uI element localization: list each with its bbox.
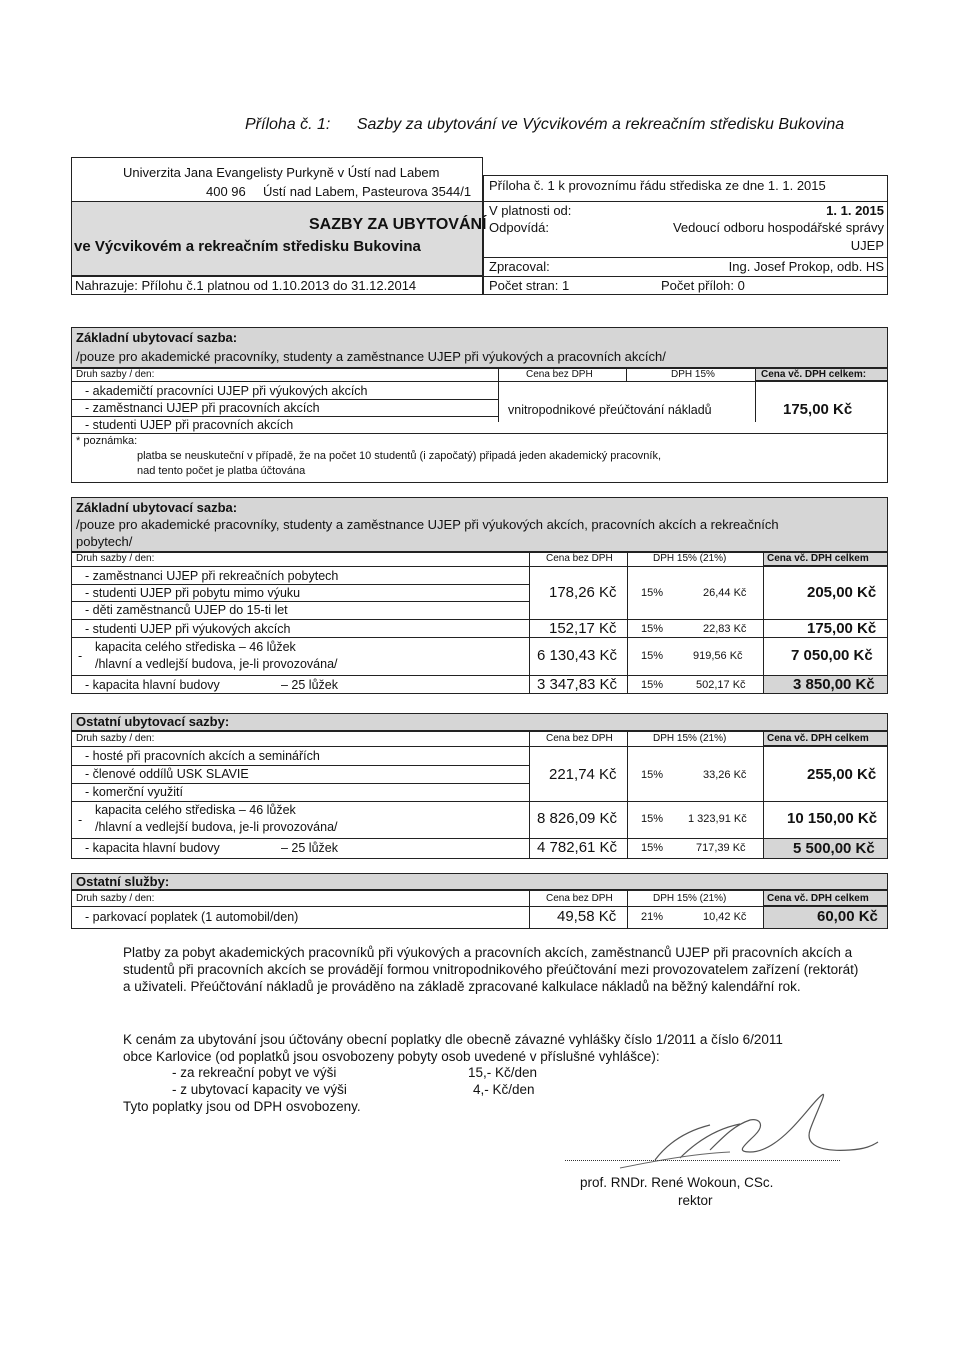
table2-group1-vat: 26,44 Kč [703, 587, 747, 599]
table1-note-label: * poznámka: [76, 435, 138, 447]
table3-col-type: Druh sazby / den: [76, 733, 155, 744]
table-other-rates [71, 713, 888, 859]
table2-row: - děti zaměstnanců UJEP do 15-ti let [85, 603, 288, 617]
heading-center: ve Výcvikovém a rekreačním středisku Bukovina [74, 238, 421, 255]
table2-r3-price: 6 130,43 Kč [537, 647, 618, 664]
table2-r2-vat: 22,83 Kč [703, 623, 747, 635]
table2-r4-label: - kapacita hlavní budovy [85, 678, 220, 692]
fee1-label: - za rekreační pobyt ve výši [172, 1065, 337, 1080]
fee2-value: 4,- Kč/den [473, 1082, 535, 1097]
table3-col-vat: DPH 15% (21%) [653, 733, 727, 744]
header-right-box [483, 175, 888, 295]
table2-r4-rate: 15% [641, 679, 664, 691]
table3-row: - hosté při pracovních akcích a seminářích [85, 749, 320, 763]
table2-heading: Základní ubytovací sazba: [76, 500, 238, 515]
annex-ref: Příloha č. 1 k provoznímu řádu střediska ze dne 1. 1. 2015 [489, 178, 826, 193]
table2-subheading: /pouze pro akademické pracovníky, studenty a zaměstnance UJEP při výukových akcích, pracovních akcích a rekreačních [76, 517, 779, 532]
table2-col-price: Cena bez DPH [546, 553, 613, 564]
table2-r4-total: 3 850,00 Kč [793, 676, 875, 693]
table3-group1-total: 255,00 Kč [807, 766, 877, 783]
valid-value: 1. 1. 2015 [826, 203, 884, 218]
signatory-role: rektor [678, 1193, 713, 1208]
table3-group1-vat: 33,26 Kč [703, 769, 747, 781]
document-title [245, 116, 844, 134]
table2-r2-total: 175,00 Kč [807, 620, 877, 637]
table2-r3-dash: - [78, 649, 83, 663]
table2-col-vat: DPH 15% (21%) [653, 553, 727, 564]
table2-row-students: - studenti UJEP při výukových akcích [85, 622, 291, 636]
table2-r4-beds: – 25 lůžek [281, 678, 338, 692]
payments-paragraph [123, 944, 863, 995]
table4-r1-total: 60,00 Kč [817, 908, 878, 925]
resp-label: Odpovídá: [489, 220, 549, 235]
signatory-name: prof. RNDr. René Wokoun, CSc. [580, 1175, 774, 1190]
table1-col-total: Cena vč. DPH celkem: [761, 369, 867, 380]
table3-r2-vat: 1 323,91 Kč [688, 813, 747, 825]
table1-subheading: /pouze pro akademické pracovníky, studenty a zaměstnance UJEP při výukových a pracovních akcích/ [76, 349, 666, 364]
resp-value2: UJEP [850, 238, 884, 253]
vat-exempt-note: Tyto poplatky jsou od DPH osvobozeny. [123, 1099, 361, 1114]
fees-paragraph [123, 1031, 863, 1065]
table2-r4-vat: 502,17 Kč [696, 679, 746, 691]
table4-col-vat: DPH 15% (21%) [653, 893, 727, 904]
table2-r3-vat: 919,56 Kč [693, 650, 743, 662]
table3-r2-label2: /hlavní a vedlejší budova, je-li provozována/ [95, 820, 338, 834]
table-other-services [71, 873, 888, 929]
prep-value: Ing. Josef Prokop, odb. HS [728, 259, 884, 274]
table1-internal-billing: vnitropodnikové přeúčtování nákladů [508, 403, 712, 417]
table3-group1-price: 221,74 Kč [549, 766, 617, 783]
table3-r2-dash: - [78, 813, 83, 827]
table3-col-price: Cena bez DPH [546, 733, 613, 744]
org-address: Ústí nad Labem, Pasteurova 3544/1 [263, 184, 472, 199]
table3-r3-rate: 15% [641, 842, 664, 854]
signature-image [560, 1080, 890, 1180]
table1-row: - zaměstnanci UJEP při pracovních akcích [85, 401, 320, 415]
table4-r1-rate: 21% [641, 911, 664, 923]
table1-col-price: Cena bez DPH [526, 369, 593, 380]
fee1-value: 15,- Kč/den [468, 1065, 538, 1080]
table3-r3-vat: 717,39 Kč [696, 842, 746, 854]
heading-sazby: SAZBY ZA UBYTOVÁNÍ [309, 216, 487, 233]
payments-text: Platby za pobyt akademických pracovníků při výukových a pracovních akcích, zaměstnanců UJEP při pracovních akcích a studentů při pracovních akcích se provádějí formou vnitropodnikového přeúčtování mezi provozovatelem zařízení (rektorát) a uživateli. Přeúčtování nákladů je prováděno na základě zpracované kalkulace nákladů na běžný kalendářní rok. [123, 945, 859, 994]
page-count: Počet stran: 1 [489, 278, 570, 293]
table3-r3-price: 4 782,61 Kč [537, 839, 618, 856]
table4-col-price: Cena bez DPH [546, 893, 613, 904]
table1-note-line1: platba se neuskuteční v případě, že na počet 10 studentů (i započatý) připadá jeden akademický pracovník, [137, 450, 662, 462]
table1-row: - akademičtí pracovníci UJEP při výukových akcích [85, 384, 368, 398]
table1-col-type: Druh sazby / den: [76, 369, 155, 380]
table3-row: - členové oddílů USK SLAVIE [85, 767, 249, 781]
table3-r3-beds: – 25 lůžek [281, 841, 338, 855]
table2-r2-rate: 15% [641, 623, 664, 635]
org-line1: Univerzita Jana Evangelisty Purkyně v Ústí nad Labem [123, 165, 440, 180]
valid-label: V platnosti od: [489, 203, 572, 218]
table2-r4-price: 3 347,83 Kč [537, 676, 618, 693]
table4-heading: Ostatní služby: [76, 874, 170, 889]
attachment-count: Počet příloh: 0 [661, 278, 745, 293]
table3-col-total: Cena vč. DPH celkem [767, 733, 869, 744]
prep-label: Zpracoval: [489, 259, 550, 274]
table4-row-parking: - parkovací poplatek (1 automobil/den) [85, 910, 299, 924]
org-zip: 400 96 [206, 184, 246, 199]
table4-r1-price: 49,58 Kč [557, 908, 617, 925]
table1-note-line2: nad tento počet je platba účtována [137, 465, 306, 477]
table3-r2-label1: kapacita celého střediska – 46 lůžek [95, 803, 296, 817]
annex-label: Příloha č. 1: [245, 116, 331, 133]
table1-col-vat: DPH 15% [671, 369, 715, 380]
fees-line2: obce Karlovice (od poplatků jsou osvobozeny pobyty osob uvedené v příslušné vyhlášce): [123, 1049, 660, 1064]
table2-r3-total: 7 050,00 Kč [791, 647, 873, 664]
table-basic-rate-1 [71, 327, 888, 483]
table3-r2-total: 10 150,00 Kč [787, 810, 878, 827]
table2-col-total: Cena vč. DPH celkem [767, 553, 869, 564]
table2-group1-total: 205,00 Kč [807, 584, 877, 601]
resp-value1: Vedoucí odboru hospodářské správy [672, 220, 884, 235]
title-text: Sazby za ubytování ve Výcvikovém a rekreačním středisku Bukovina [356, 116, 845, 133]
table2-row: - zaměstnanci UJEP při rekreačních pobytech [85, 569, 339, 583]
table2-col-type: Druh sazby / den: [76, 553, 155, 564]
table2-r2-price: 152,17 Kč [549, 620, 617, 637]
table-basic-rate-2 [71, 497, 888, 694]
signature-line [565, 1160, 840, 1161]
table1-total: 175,00 Kč [783, 401, 853, 418]
header-block [71, 157, 888, 295]
replaces-text: Nahrazuje: Přílohu č.1 platnou od 1.10.2013 do 31.12.2014 [75, 278, 417, 293]
table3-r3-label: - kapacita hlavní budovy [85, 841, 220, 855]
table2-row: - studenti UJEP při pobytu mimo výuku [85, 586, 301, 600]
table3-heading: Ostatní ubytovací sazby: [76, 714, 230, 729]
table2-group1-rate: 15% [641, 587, 664, 599]
table2-subheading-cont: pobytech/ [76, 534, 133, 549]
table1-row: - studenti UJEP při pracovních akcích [85, 418, 294, 432]
table4-col-total: Cena vč. DPH celkem [767, 893, 869, 904]
table4-r1-vat: 10,42 Kč [703, 911, 747, 923]
table4-col-type: Druh sazby / den: [76, 893, 155, 904]
table2-r3-label1: kapacita celého střediska – 46 lůžek [95, 640, 296, 654]
table3-r2-rate: 15% [641, 813, 664, 825]
table2-r3-rate: 15% [641, 650, 664, 662]
table3-r3-total: 5 500,00 Kč [793, 840, 875, 857]
fee2-label: - z ubytovací kapacity ve výši [172, 1082, 347, 1097]
table2-r3-label2: /hlavní a vedlejší budova, je-li provozována/ [95, 657, 338, 671]
table3-group1-rate: 15% [641, 769, 664, 781]
table1-heading: Základní ubytovací sazba: [76, 330, 238, 345]
table2-group1-price: 178,26 Kč [549, 584, 617, 601]
table3-row: - komerční využití [85, 785, 183, 799]
fees-line1: K cenám za ubytování jsou účtovány obecní poplatky dle obecně závazné vyhlášky číslo 1/2011 a číslo 6/2011 [123, 1032, 783, 1047]
table3-r2-price: 8 826,09 Kč [537, 810, 618, 827]
